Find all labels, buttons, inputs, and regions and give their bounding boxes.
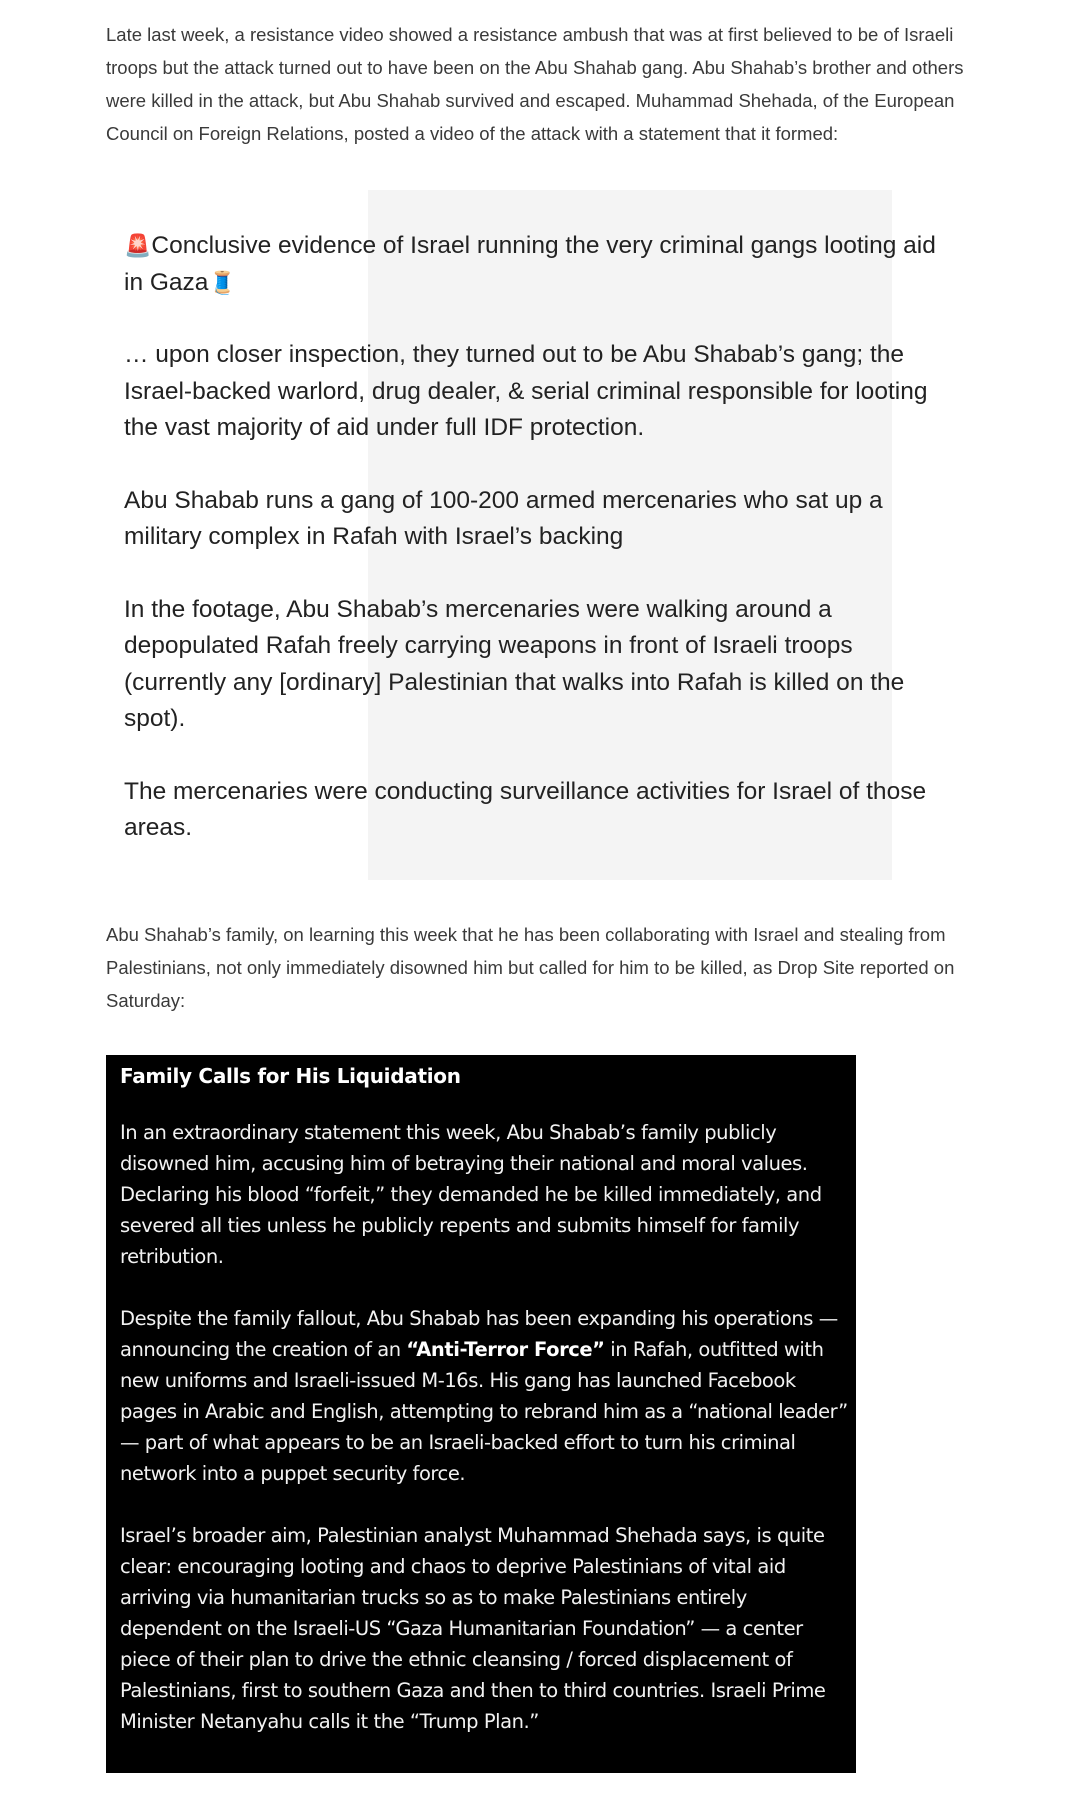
intro-paragraph: Late last week, a resistance video showed a resistance ambush that was at first believed to be of Israeli troops but the attack turned out to have been on the Abu Shahab gang. Abu Shahab’s brother and others were killed in the attack, but Abu Shahab survived and escaped. Muhammad Shehada, of the European Council on Foreign Relations, posted a video of the attack with a statement that it formed: (106, 24, 964, 144)
screenshot-paragraph-3: Israel’s broader aim, Palestinian analyst Muhammad Shehada says, is quite clear: encouraging looting and chaos to deprive Palestinians of vital aid arriving via humanitarian trucks so as to make Palestinians entirely dependent on the Israeli-US “Gaza Humanitarian Foundation” — a center piece of their plan to drive the ethnic cleansing / forced displacement of Palestinians, first to southern Gaza and then to third countries. Israeli Prime Minister Netanyahu calls it the “Trump Plan.” (120, 1524, 826, 1733)
article-body (106, 18, 976, 1773)
siren-icon: 🚨 (124, 233, 152, 258)
quote-paragraph-4: In the footage, Abu Shabab’s mercenaries were walking around a depopulated Rafah freely carrying weapons in front of Israeli troops (currently any [ordinary] Palestinian that walks into Rafah is killed on the spot). (124, 595, 905, 732)
quote-text (106, 190, 954, 847)
thread-icon: 🧵 (208, 269, 236, 295)
screenshot-heading: Family Calls for His Liquidation (120, 1064, 461, 1088)
quote-paragraph-5: The mercenaries were conducting surveillance activities for Israel of those areas. (124, 777, 927, 841)
quote-headline: Conclusive evidence of Israel running the very criminal gangs looting aid in Gaza (124, 232, 936, 296)
screenshot-p2-end: in Rafah, outfitted with new uniforms and Israeli-issued M-16s. His gang has launched Facebook pages in Arabic and English, attempting to rebrand him as a “national leader” — part of what appears to be an Israeli-backed effort to turn his criminal network into a puppet security force. (120, 1338, 848, 1485)
screenshot-paragraph-2 (120, 1303, 848, 1489)
screenshot-paragraph-1: In an extraordinary statement this week, Abu Shabab’s family publicly disowned him, accusing him of betraying their national and moral values. Declaring his blood “forfeit,” they demanded he be killed immediately, and severed all ties unless he publicly repents and submits himself for family retribution. (120, 1121, 822, 1268)
screenshot-p2-bold: “Anti-Terror Force” (406, 1338, 605, 1361)
quote-paragraph-2: … upon closer inspection, they turned out to be Abu Shabab’s gang; the Israel-backed warlord, drug dealer, & serial criminal responsible for looting the vast majority of aid under full IDF protection. (124, 341, 928, 441)
embedded-screenshot (106, 1055, 856, 1773)
embedded-quote (106, 190, 976, 880)
second-paragraph: Abu Shahab’s family, on learning this week that he has been collaborating with Israel and stealing from Palestinians, not only immediately disowned him but called for him to be killed, as Drop Site reported on Saturday: (106, 924, 955, 1011)
quote-paragraph-3: Abu Shabab runs a gang of 100-200 armed mercenaries who sat up a military complex in Rafah with Israel’s backing (124, 486, 883, 550)
screenshot-p2-start: Despite the family fallout, Abu Shabab has been expanding his operations — announcing the creation of an (120, 1307, 838, 1361)
quote-paragraph-1 (124, 228, 954, 301)
